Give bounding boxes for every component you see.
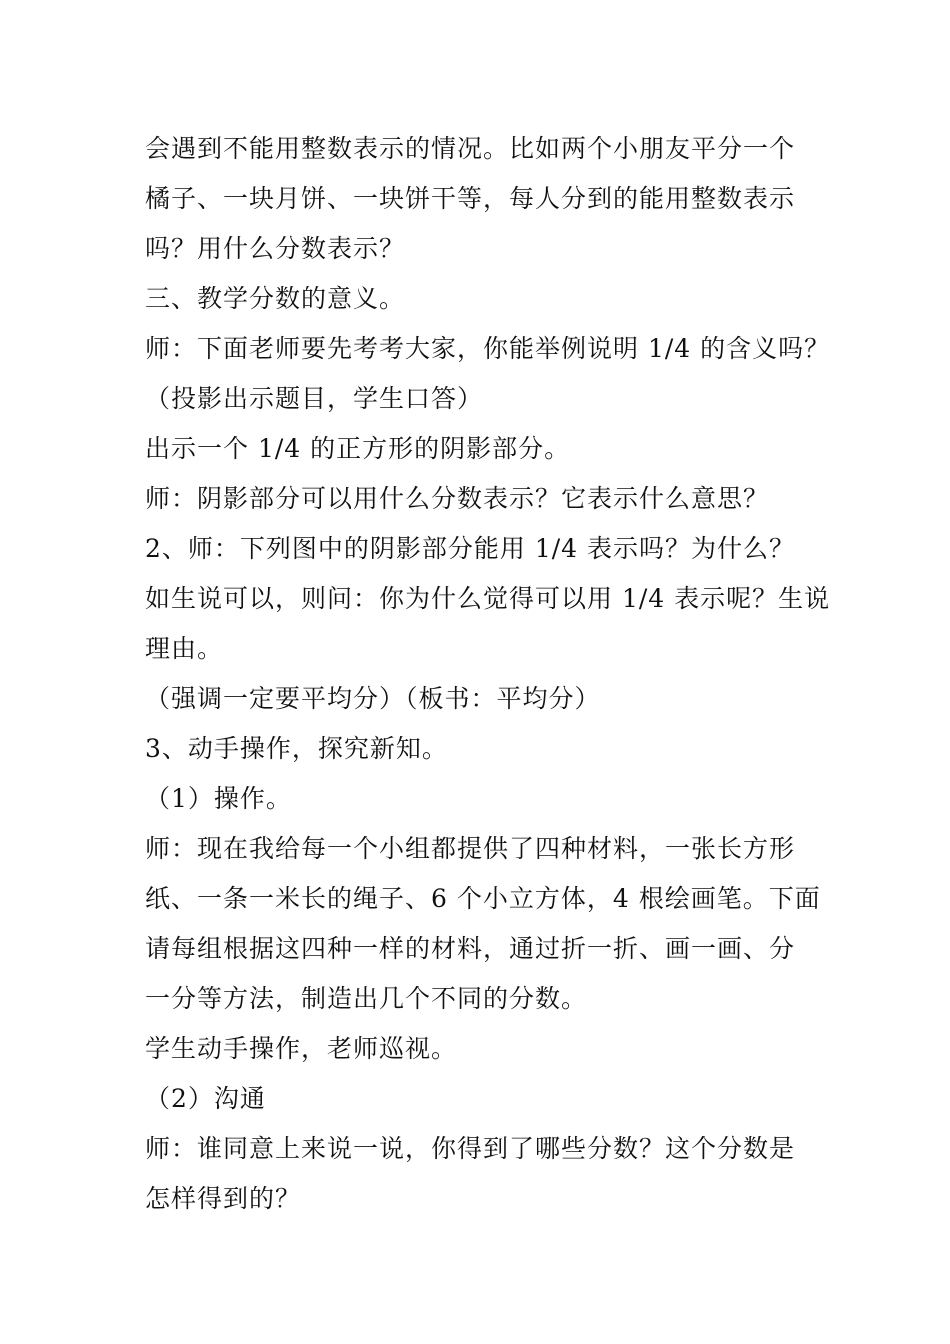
text-line: 师：现在我给每一个小组都提供了四种材料，一张长方形 <box>145 834 796 863</box>
subsection-heading: （1）操作。 <box>145 784 292 813</box>
subsection-heading: （2）沟通 <box>145 1084 266 1113</box>
text-line: 吗？用什么分数表示？ <box>145 234 406 263</box>
text-line: 学生动手操作，老师巡视。 <box>145 1034 458 1063</box>
section-heading: 三、教学分数的意义。 <box>145 284 406 313</box>
document-body <box>145 124 831 1224</box>
text-line: 师：谁同意上来说一说，你得到了哪些分数？这个分数是 <box>145 1134 796 1163</box>
text-line: （强调一定要平均分）（板书：平均分） <box>145 684 601 713</box>
text-line: 师：阴影部分可以用什么分数表示？它表示什么意思？ <box>145 484 770 513</box>
text-line: 一分等方法，制造出几个不同的分数。 <box>145 984 588 1013</box>
text-line: 会遇到不能用整数表示的情况。比如两个小朋友平分一个 <box>145 134 796 163</box>
text-line: 2、师：下列图中的阴影部分能用 1/4 表示吗？为什么？ <box>145 534 796 563</box>
text-line: 如生说可以，则问：你为什么觉得可以用 1/4 表示呢？生说 <box>145 584 831 613</box>
section-heading: 3、动手操作，探究新知。 <box>145 734 448 763</box>
text-line: 出示一个 1/4 的正方形的阴影部分。 <box>145 434 571 463</box>
text-line: （投影出示题目，学生口答） <box>145 384 484 413</box>
text-line: 怎样得到的？ <box>145 1184 302 1213</box>
text-line: 纸、一条一米长的绳子、6 个小立方体，4 根绘画笔。下面 <box>145 884 821 913</box>
text-line: 师：下面老师要先考考大家，你能举例说明 1/4 的含义吗？ <box>145 334 831 363</box>
text-line: 橘子、一块月饼、一块饼干等，每人分到的能用整数表示 <box>145 184 796 213</box>
text-line: 理由。 <box>145 634 224 663</box>
text-line: 请每组根据这四种一样的材料，通过折一折、画一画、分 <box>145 934 796 963</box>
